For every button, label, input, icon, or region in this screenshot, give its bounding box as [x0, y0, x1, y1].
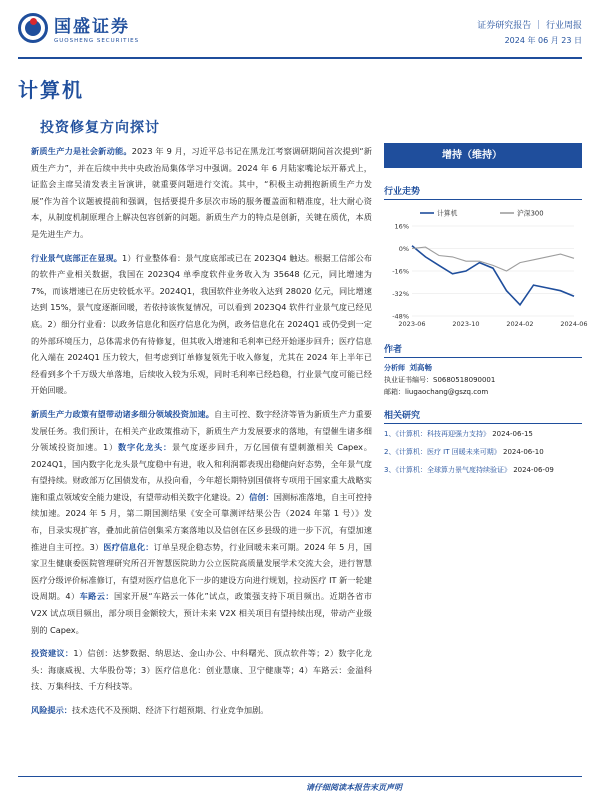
paragraph-policy	[31, 406, 372, 638]
paragraph-investment	[31, 645, 372, 695]
x-tick-label: 2024-02	[506, 320, 534, 328]
report-title: 投资修复方向探讨	[40, 120, 160, 136]
brand-logo	[18, 12, 139, 44]
analyst-row	[384, 362, 582, 374]
paragraph-body: 1）行业整体看：景气度底部或已在 2023Q4 触达。根据工信部公布的软件产业相关数据，我国在 2023Q4 单季度软件业务收入为 35648 亿元，同比增速为 7%，而该增速已在历史较低水平。2024Q1，我国软件业务收入达到 28020 亿元，同比增速达到 15%，景气度逐渐回暖，若依持该恢复情况，可以看到 2023Q4 软件行业景气度已经见底。2）细分行业看：以政务信息化和医疗信息化为例，政务信息化在 2024Q1 或仍受到一定的外部环境压力，总体需求仍有待修复，但其收入增速和毛利率已经开始逐步回升；医疗信息化入端在 2024Q1 压力较大，但考虑到订单修复领先于收入修复，尤其在 2024 年上半年已经看到多个千万级大单落地，后续收入较为乐观，同时毛利率已经趋稳，行业景气度可能已经开始回暖。	[31, 252, 372, 396]
email-address[interactable]: liugaochang@gszq.com	[405, 388, 489, 396]
paragraph-new-productivity	[31, 143, 372, 243]
page-header	[18, 12, 582, 52]
x-tick-label: 2024-06	[560, 320, 588, 328]
report-date: 2024 年 06 月 23 日	[504, 36, 582, 45]
paragraph-body: 景气度逐步回升，万亿国债有望刺激相关 Capex。2024Q1，国内数字化龙头景气度稳中有进，收入和利润都表现出稳健向好态势，全年景气度有望持续。财政部万亿国债发布，从投向看，今年超长期特别国债将专项用于国家重大战略实施和重点领域安全能力建设，有望带动相关数字化建设。2）	[31, 442, 372, 502]
footer-disclaimer: 请仔细阅读本报告末页声明	[306, 783, 402, 792]
subheading-chelu: 车路云：	[79, 591, 114, 602]
cert-label: 执业证书编号：	[384, 376, 433, 384]
subheading-medical: 医疗信息化：	[103, 541, 154, 552]
analyst-name: 刘高畅	[409, 363, 432, 372]
paragraph-body: 技术迭代不及预期、经济下行超预期、行业竞争加剧。	[71, 705, 269, 715]
email-label: 邮箱：	[384, 388, 405, 396]
analyst-label: 分析师	[384, 364, 405, 372]
brand-name-en: GUOSHENG SECURITIES	[54, 38, 140, 44]
logo-icon	[18, 13, 48, 43]
sidebar	[384, 143, 588, 482]
related-report-date: 2024-06-10	[502, 448, 544, 456]
y-tick-label: -16%	[392, 267, 409, 276]
legend-label: 计算机	[437, 209, 458, 218]
related-section-title: 相关研究	[384, 408, 582, 424]
y-tick-label: -32%	[392, 290, 409, 298]
related-report-title: 2、《计算机：医疗 IT 回暖未来可期》	[384, 448, 501, 456]
subheading-digital: 数字化龙头：	[117, 442, 172, 453]
brand-name: 国盛证券	[54, 17, 130, 37]
cert-number: S0680518090001	[433, 376, 496, 384]
paragraph-risk	[31, 702, 372, 719]
author-info	[384, 362, 582, 398]
related-report-title: 3、《计算机：全球算力景气度持续验证》	[384, 466, 511, 474]
x-tick-label: 2023-10	[452, 320, 480, 328]
related-report-item[interactable]	[384, 464, 582, 477]
paragraph-body: 2023 年 9 月，习近平总书记在黑龙江考察调研期间首次提到“新质生产力”，并在后续中共中央政治局集体学习中强调。2024 年 6 月陆家嘴论坛开幕式上，证监会主席吴清发表主旨演讲，就重要问题进行交流。其中，“积极主动拥抱新质生产力发展”作为首个议题被提前和强调，包括要提升多层次市场的服务覆盖面和精准度，壮大耐心资本，从制度机制原理合上解决包容创新的问题。新质生产力的特点是创新，关键在质优，本质是先进生产力。	[31, 146, 372, 239]
industry-title: 计算机	[18, 78, 84, 102]
paragraph-heading: 行业景气底部正在显现。	[31, 252, 123, 263]
paragraph-body: 国家开展“车路云一体化”试点，政策强支持下项目频出。近期各省市 V2X 试点项目频出，部分项目金额较大，预计未来 V2X 相关项目有望持续出现，带动产业级别的 Capex。	[31, 591, 372, 635]
paragraph-heading: 投资建议：	[31, 648, 74, 659]
paragraph-heading: 新质生产力政策有望带动诸多细分领域投资加速。	[31, 408, 215, 419]
paragraph-heading: 风险提示：	[31, 705, 72, 715]
industry-trend-chart	[384, 204, 588, 334]
related-report-date: 2024-06-15	[492, 430, 533, 438]
trend-section-title: 行业走势	[384, 184, 582, 200]
trend-chart-svg	[384, 204, 588, 334]
related-report-title: 1、《计算机：科技再迎强力支持》	[384, 430, 490, 438]
paragraph-body: 1）信创：达梦数据、纳思达、金山办公、中科曙光、顶点软件等；2）数字化龙头：海康威视、大华股份等；3）医疗信息化：创业慧康、卫宁健康等；4）车路云：金溢科技、万集科技、千方科技等。	[31, 648, 372, 692]
paragraph-body: 国测标准落地，自主可控持续加速。2024 年 5 月，第二期国测结果《安全可靠测评结果公告（2024 年第 1 号）》发布，目录实现扩容，叠加此前信创集采方案落地以及信创在区乡县级的进一步下沉，有望加速推进自主可控。3）	[31, 491, 372, 552]
paragraph-body: 自主可控、数字经济等皆为新质生产力重要发展任务。我们预计，在相关产业政策推动下，新质生产力发展要求的落地，有望催生诸多细分领域投资加速。1）	[31, 408, 372, 453]
paragraph-industry-bottom	[31, 250, 372, 399]
rating-badge: 增持（维持）	[384, 143, 582, 168]
paragraph-body: 订单呈现企稳态势，行业回暖未来可期。2024 年 5 月，国家卫生健康委医院管理研究所召开智慧医院助力公立医院高质量发展学术交流大会，进行智慧医疗分级评价标准修订，有望对医疗信息化下一步的建设方向进行规划，拉动医疗 IT 新一轮建设周期。4）	[31, 541, 372, 602]
main-content	[31, 143, 372, 719]
cert-row	[384, 374, 582, 386]
y-tick-label: 0%	[398, 245, 409, 253]
y-tick-label: 16%	[394, 222, 409, 231]
series-line-0	[412, 246, 574, 305]
author-section-title: 作者	[384, 342, 582, 358]
y-tick-label: -48%	[392, 312, 409, 321]
legend-label: 沪深300	[517, 209, 544, 218]
subheading-xinchuang: 信创：	[249, 491, 274, 502]
email-row	[384, 386, 582, 398]
page-footer	[18, 776, 582, 796]
related-report-date: 2024-06-09	[513, 466, 554, 474]
paragraph-heading: 新质生产力是社会新动能。	[31, 146, 132, 156]
related-report-item[interactable]	[384, 446, 582, 459]
x-tick-label: 2023-06	[398, 320, 426, 328]
report-type: 证券研究报告 ｜ 行业周报	[477, 21, 582, 31]
header-divider	[18, 57, 582, 59]
related-reports	[384, 428, 582, 477]
related-report-item[interactable]	[384, 428, 582, 441]
